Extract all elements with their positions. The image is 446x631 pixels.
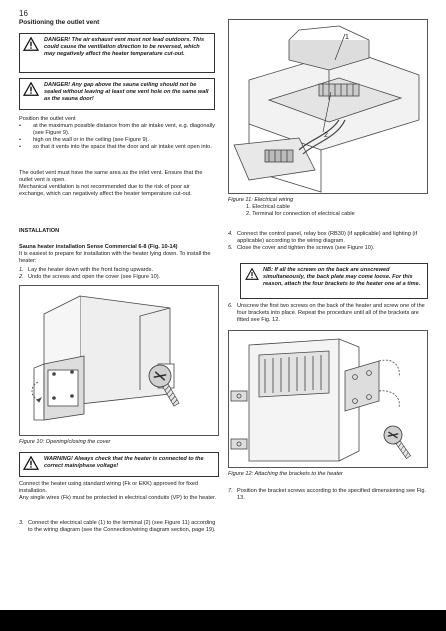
step-number: 2. [19, 274, 24, 280]
step-number: 1. [19, 267, 24, 273]
list-item: • at the maximum possible distance from the air intake vent, e.g. diagonally (see Figure 9). [19, 123, 215, 137]
wires-text: Any single wires (Fk) must be protected in electrical conduits (VP) to the heater. [19, 495, 217, 501]
warning-triangle-icon [23, 82, 39, 96]
bracket-illustration [229, 331, 427, 467]
section-heading: Positioning the outlet vent [19, 19, 100, 26]
step-text: Connect the electrical cable (1) to the terminal (2) (see Figure 11) according to the wiring diagram (see the Connection/wiring diagram section, page 19). [28, 520, 216, 533]
figure-11-caption: Figure 11: Electrical wiring [228, 197, 294, 203]
list-item: • high on the wall or in the ceiling (see Figure 9). [19, 137, 215, 144]
list-item: • so that it vents into the space that the door and air intake vent open into. [19, 144, 215, 151]
step-text: Close the cover and tighten the screws (see Figure 10). [237, 245, 375, 251]
step-4 [228, 231, 428, 245]
note-box-screws [240, 263, 428, 299]
step-number: 3. [19, 520, 24, 526]
figure-10-caption: Figure 10: Opening/closing the cover [19, 439, 111, 445]
step-number: 5. [228, 245, 233, 251]
step-number: 4. [228, 231, 233, 237]
legend-item: 1. Electrical cable [246, 204, 290, 210]
figure-11-legend [246, 204, 355, 218]
figure-11 [228, 19, 428, 194]
page-number: 16 [19, 9, 28, 18]
position-intro: Position the outlet vent [19, 116, 76, 122]
step-number: 6. [228, 303, 233, 309]
danger-box-ceiling [19, 78, 215, 110]
step-2 [19, 274, 219, 281]
step-text: Unscrew the first two screws on the back of the heater and screw one of the four brackets into place. Repeat the procedure until all of the brackets are fitted see Fig. 12. [237, 303, 425, 323]
steps-left [19, 267, 219, 281]
figure-12 [228, 330, 428, 468]
footer-bar [0, 610, 446, 631]
step-1 [19, 267, 219, 274]
danger-text-ceiling: DANGER! Any gap above the sauna ceiling should not be sealed without leaving at least one vent hole on the same wall as the sauna door! [44, 82, 209, 102]
step-6 [228, 303, 428, 324]
wiring-illustration [229, 20, 427, 193]
cable-paragraph [19, 481, 219, 502]
outlet-paragraph [19, 170, 215, 198]
heater-cover-illustration [20, 286, 218, 435]
cable-text: Connect the heater using standard wiring (Fk or EKK) approved for fixed installation. [19, 481, 199, 494]
step-5 [228, 245, 428, 252]
step-text: Undo the screws and open the cover (see Figure 10). [28, 274, 161, 280]
warning-text-voltage: WARNING! Always check that the heater is connected to the correct main/phase voltage! [44, 456, 204, 469]
danger-text-exhaust: DANGER! The air exhaust vent must not lead outdoors. This could cause the ventilation direction to be reversed, which may negatively affect the heater temperature cut-out. [44, 37, 205, 57]
step-text: Connect the control panel, relay box (RB30) (if applicable) and lighting (if applicable) according to the wiring diagram. [237, 231, 418, 244]
note-text: NB: If all the screws on the back are unscrewed simultaneously, the back plate may come loose. For this reason, attach the four brackets to the heater one at a time. [263, 267, 421, 287]
outlet-text: The outlet vent must have the same area as the inlet vent. Ensure that the outlet vent is open. [19, 170, 203, 183]
figure-10 [19, 285, 219, 436]
figure-11-label-1: 1 [345, 34, 349, 41]
figure-11-label-2: 2 [324, 132, 328, 139]
position-bullet-list [19, 123, 215, 151]
legend-item: 2. Terminal for connection of electrical cable [246, 211, 355, 217]
step-text: Position the bracket screws according to the specified dimensioning see Fig. 13. [237, 488, 427, 501]
installation-heading: INSTALLATION [19, 228, 60, 234]
warning-triangle-icon [245, 268, 259, 280]
step-text: Lay the heater down with the front facing upwards. [28, 267, 154, 273]
figure-12-caption: Figure 12: Attaching the brackets to the heater [228, 471, 343, 477]
mechanical-text: Mechanical ventilation is not recommended due to the risk of poor air exchange, which can negatively affect the heater temperature cut-out. [19, 184, 192, 197]
sauna-installation-heading: Sauna heater installation Sense Commercial 6-8 (Fig. 10-14) [19, 244, 178, 250]
sauna-installation-intro: It is easiest to prepare for installation with the heater lying down. To install the heater: [19, 251, 211, 264]
warning-triangle-icon [23, 37, 39, 51]
warning-triangle-icon [23, 456, 39, 470]
step-7 [228, 488, 428, 502]
step-3 [19, 520, 219, 534]
step-number: 7. [228, 488, 233, 494]
steps-right-4-5 [228, 231, 428, 252]
danger-box-exhaust [19, 33, 215, 73]
position-section [19, 116, 215, 151]
warning-box-voltage [19, 452, 219, 477]
